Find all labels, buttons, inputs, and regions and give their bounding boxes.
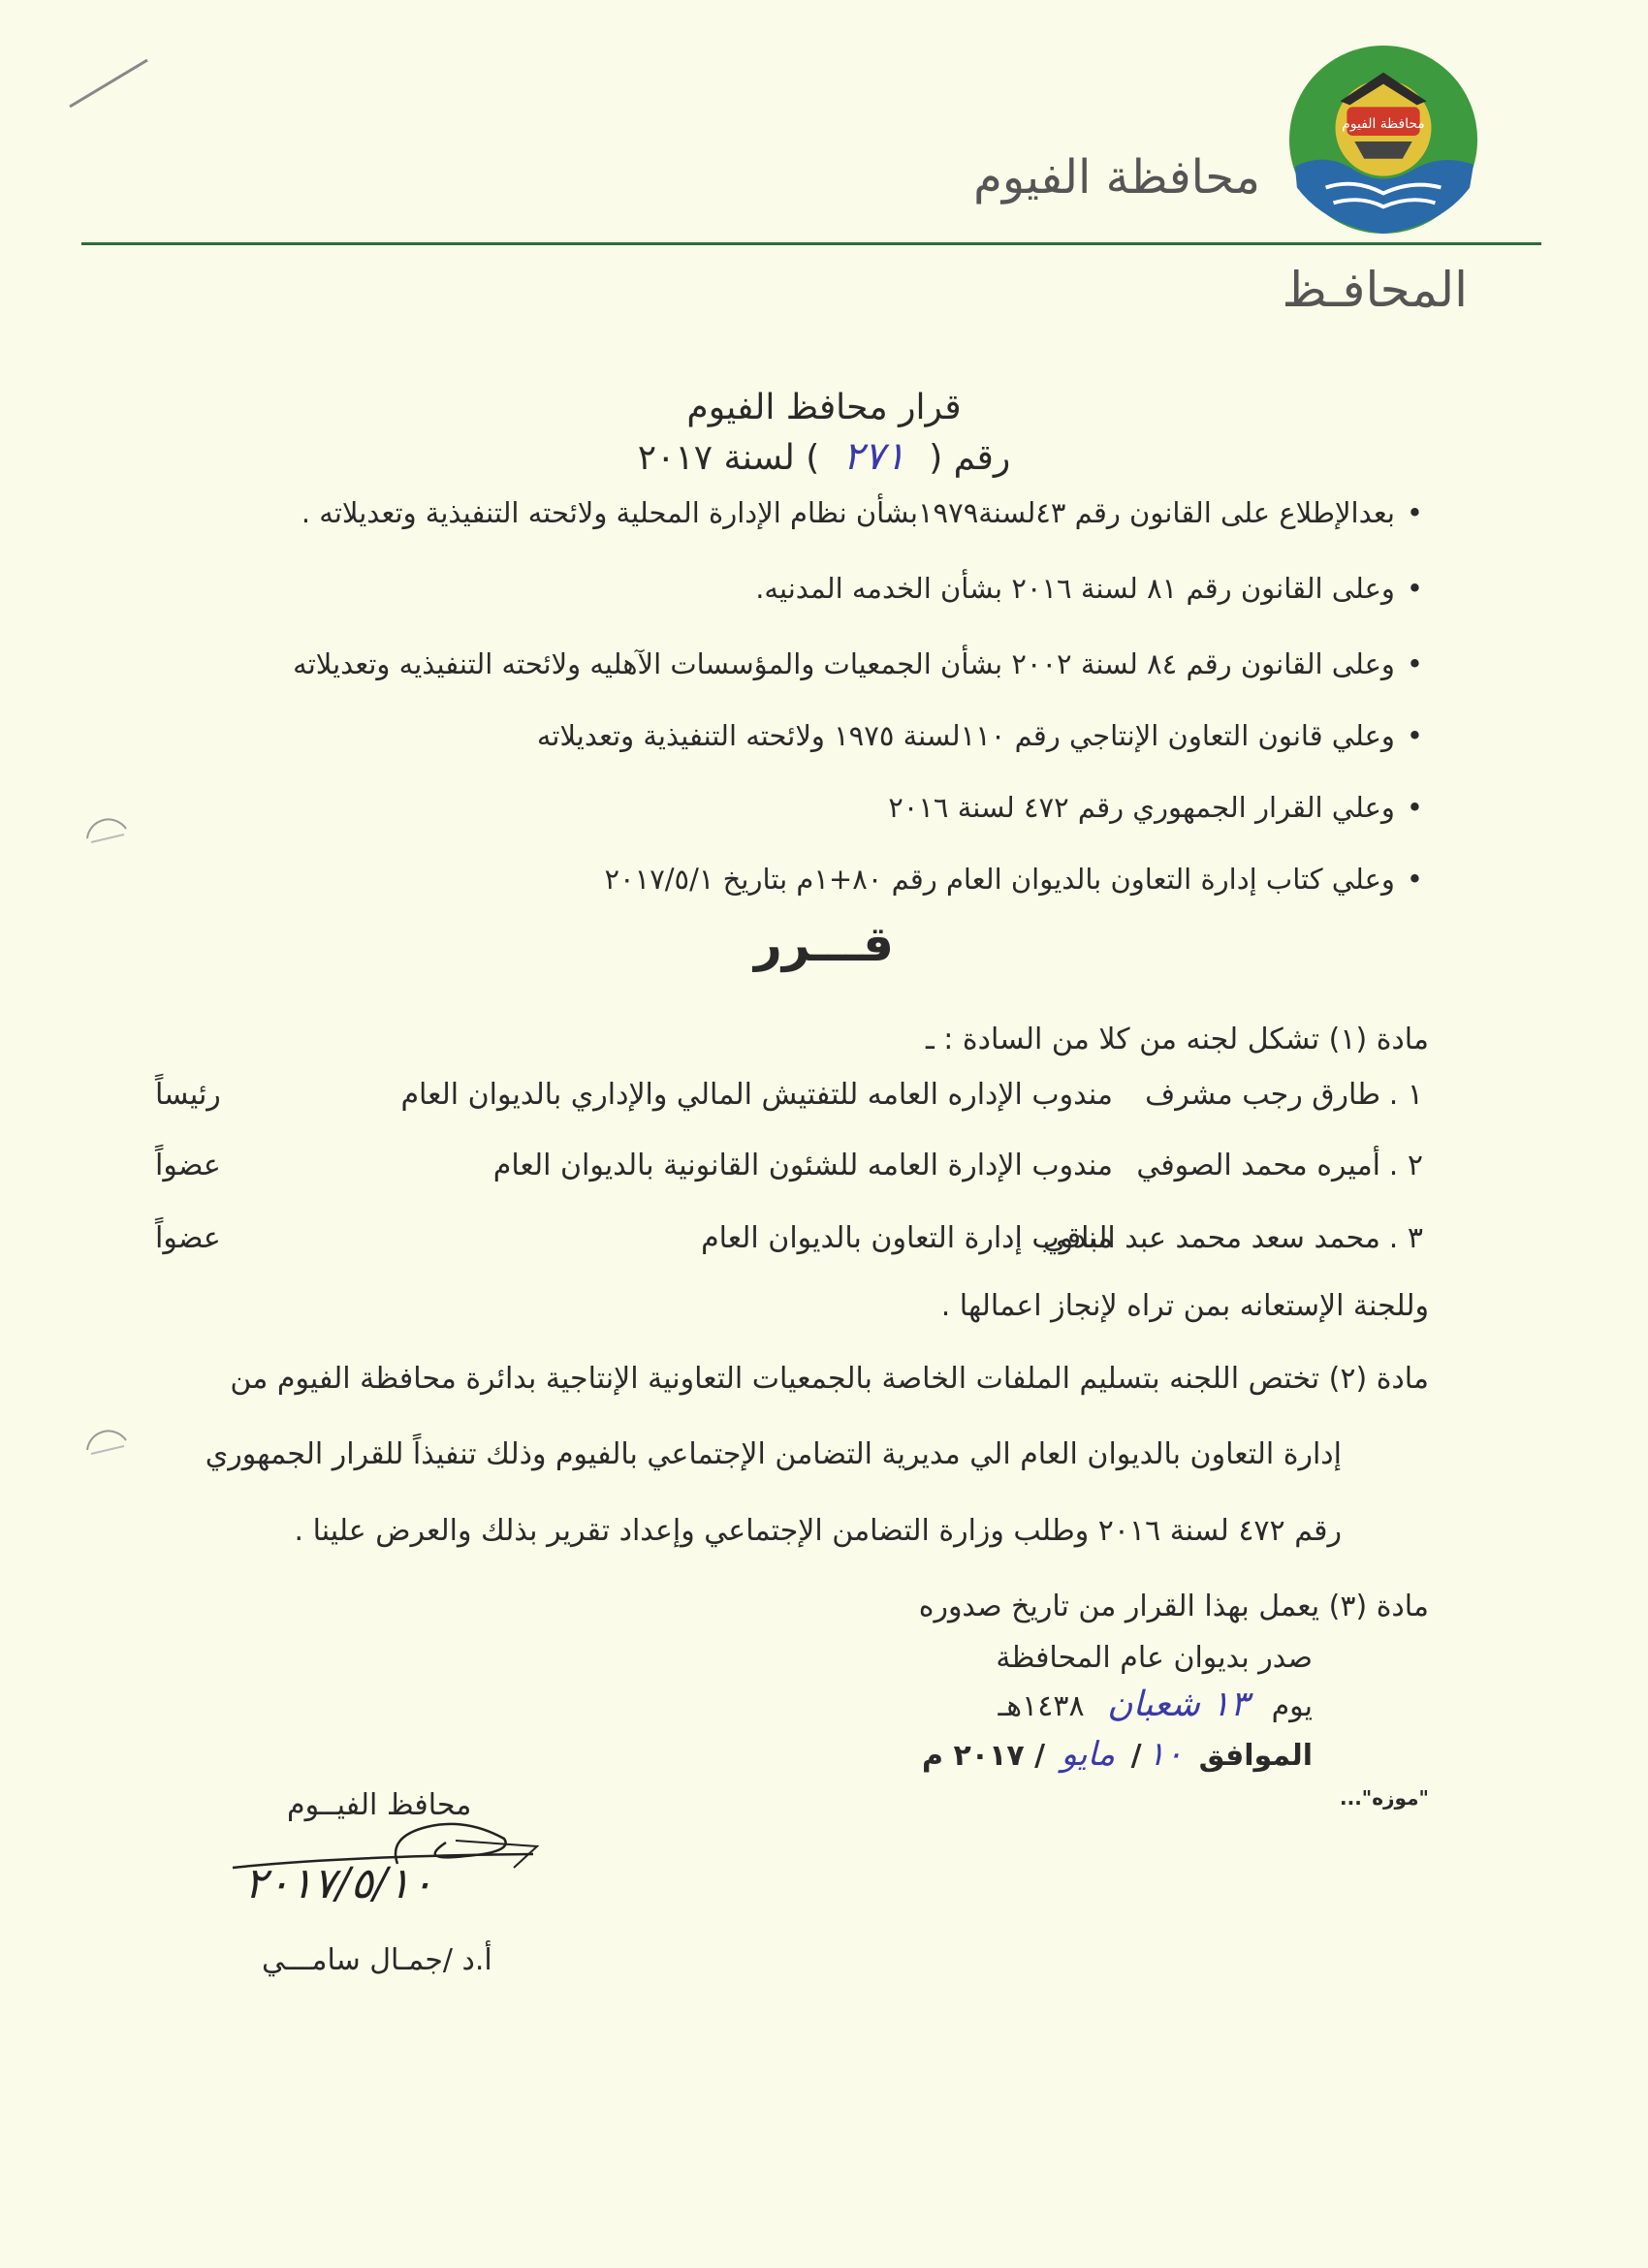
member-number: ٢ . [1388,1149,1423,1182]
handwritten-greg-month: مايو [1061,1735,1116,1774]
handwritten-hijri-day: ١٣ شعبان [1107,1685,1250,1724]
member-status: عضواً [155,1149,221,1182]
corresponding-label: الموافق [1198,1739,1313,1773]
distribution-note: "موزه"... [1340,1786,1429,1810]
svg-text:محافظة الفيوم: محافظة الفيوم [1342,116,1425,133]
member-role: مندوب الإداره العامه للتفتيش المالي والإداري بالديوان العام [400,1078,1113,1112]
preamble-item: •وعلي القرار الجمهوري رقم ٤٧٢ لسنة ٢٠١٦ [888,791,1423,824]
governorate-logo [1287,44,1479,236]
decree-number [0,434,1648,479]
handwritten-decree-number: ٢٧١ [842,434,905,479]
signatory-name: أ.د /جمـال سامـــي [262,1943,492,1977]
governorate-name: محافظة الفيوم [973,150,1260,205]
article-2-line: رقم ٤٧٢ لسنة ٢٠١٦ وطلب وزارة التضامن الإجتماعي وإعداد تقرير بذلك والعرض علينا . [294,1514,1342,1548]
greg-year: / ٢٠١٧ م [922,1739,1046,1773]
article-2-line: إدارة التعاون بالديوان العام الي مديرية التضامن الإجتماعي بالفيوم وذلك تنفيذاً للقرار الجمهوري [205,1437,1342,1471]
member-role: مندوب الإدارة العامه للشئون القانونية بالديوان العام [492,1149,1113,1182]
day-label: يوم [1271,1689,1313,1723]
member-status: رئيساً [155,1078,221,1112]
member-name: طارق رجب مشرف [1145,1078,1380,1112]
punch-hole [78,800,132,854]
handwritten-greg-day: ١٠ [1147,1735,1184,1774]
gregorian-date: الموافق ١٠/ مايو / ٢٠١٧ م [922,1735,1313,1774]
signature-date: ٢٠١٧/٥/١٠ [244,1859,434,1908]
member-role: مندوب إدارة التعاون بالديوان العام [701,1221,1113,1255]
hijri-year: ١٤٣٨هـ [998,1689,1085,1723]
header-divider [81,242,1541,245]
preamble-item: •وعلي كتاب إدارة التعاون بالديوان العام رقم ٨٠+١م بتاريخ ٢٠١٧/٥/١ [604,863,1423,896]
article-2-line: مادة (٢) تختص اللجنه بتسليم الملفات الخاصة بالجمعيات التعاونية الإنتاجية بدائرة محافظة الفيوم من [230,1362,1429,1396]
governor-office-title: المحافـظ [1282,262,1468,318]
preamble-item: •وعلي قانون التعاون الإنتاجي رقم ١١٠لسنة ١٩٧٥ ولائحته التنفيذية وتعديلاته [536,719,1423,752]
scan-mark [66,56,151,112]
member-name: أميره محمد الصوفي [1136,1149,1380,1182]
committee-member [155,1221,1423,1264]
number-suffix: ) لسنة ٢٠١٧ [637,438,820,478]
member-number: ٣ . [1388,1221,1423,1255]
decree-title: قرار محافظ الفيوم [686,388,962,427]
article-1-closing: وللجنة الإستعانه بمن تراه لإنجاز اعمالها . [940,1289,1429,1323]
article-1-intro: مادة (١) تشكل لجنه من كلا من السادة : ـ [925,1023,1429,1056]
signatory-title: محافظ الفيــوم [287,1788,472,1822]
preamble-item: •وعلى القانون رقم ٨٤ لسنة ٢٠٠٢ بشأن الجمعيات والمؤسسات الآهليه ولائحته التنفيذيه وتعديلاته [293,647,1423,680]
article-3: مادة (٣) يعمل بهذا القرار من تاريخ صدوره [918,1590,1429,1623]
committee-member [155,1149,1423,1191]
punch-hole [78,1411,132,1465]
member-status: عضواً [155,1221,221,1255]
hijri-date [998,1685,1314,1724]
member-number: ١ . [1388,1078,1423,1112]
preamble-item: •وعلى القانون رقم ٨١ لسنة ٢٠١٦ بشأن الخدمه المدنيه. [755,572,1423,605]
committee-member [155,1078,1423,1120]
issued-at: صدر بديوان عام المحافظة [996,1641,1313,1675]
decided-heading: قـــرر [754,916,894,972]
member-name: محمد سعد محمد عبد الباقي [1042,1221,1380,1255]
number-prefix: رقم ( [929,438,1011,478]
preamble-item: •بعدالإطلاع على القانون رقم ٤٣لسنة١٩٧٩بشأن نظام الإدارة المحلية ولائحته التنفيذية وتعديلاته . [301,496,1423,529]
